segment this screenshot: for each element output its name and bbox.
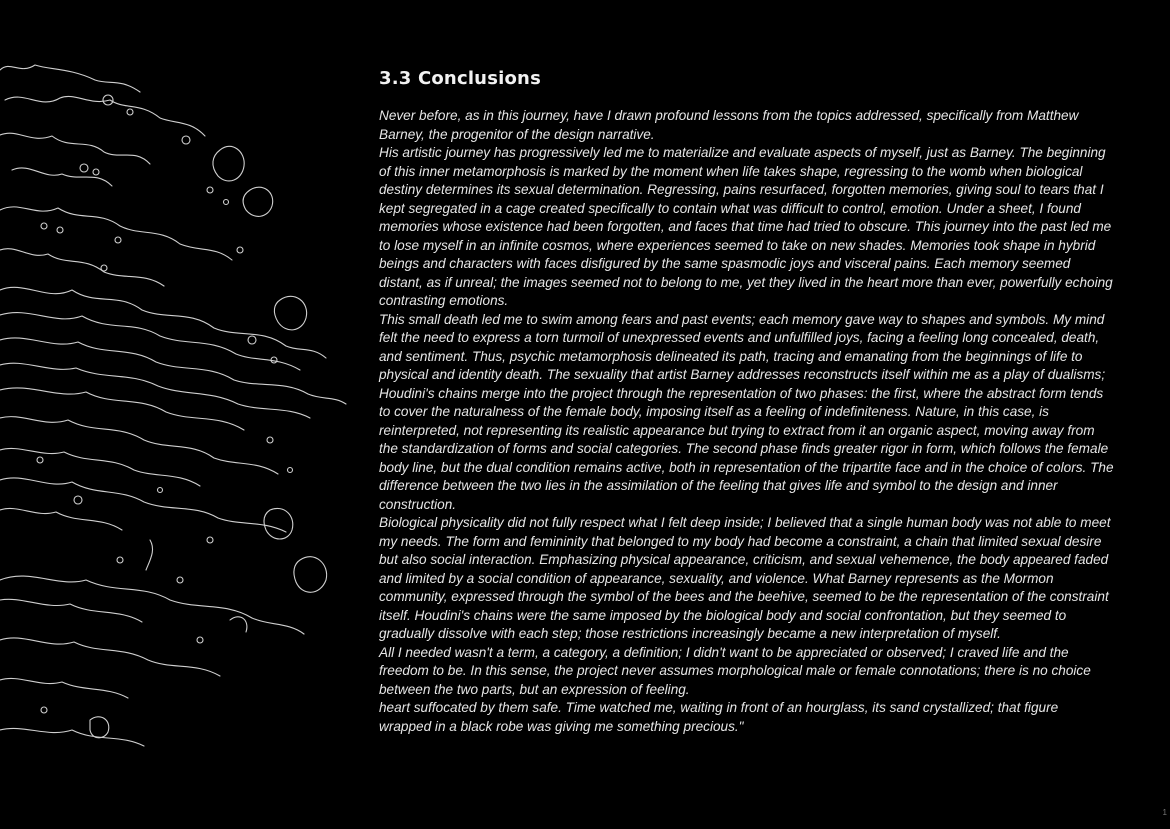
section-title: 3.3 Conclusions [379, 68, 541, 89]
paragraph: Never before, as in this journey, have I drawn profound lessons from the topics addressed, specifically from Matthew Barney, the progenitor of the design narrative. [379, 108, 1079, 142]
page-number: 1 [1162, 808, 1167, 817]
paragraph: This small death led me to swim among fears and past events; each memory gave way to shapes and symbols. My mind felt the need to express a torn turmoil of unexpressed events and unfulfilled joys, facing a feeling long concealed, death, and sentiment. Thus, psychic metamorphosis delineated its path, tracing and emanating from the beginnings of life to physical and identity death. The sexuality that artist Barney addresses reconstructs itself within me as a play of dualisms; Houdini's chains merge into the project through the representation of two phases: the first, where the abstract form tends to cover the naturalness of the female body, imposing itself as a feeling of indefiniteness. Nature, in this case, is reinterpreted, not representing its realistic appearance but trying to extract from it an organic aspect, moving away from the standardization of forms and social categories. The second phase finds greater rigor in form, which follows the female body line, but the dual condition remains active, both in representation of the tripartite face and in the choice of colors. The difference between the two lies in the assimilation of the feeling that gives life and symbol to the design and inner construction. [379, 311, 1114, 512]
paragraph: heart suffocated by them safe. Time watched me, waiting in front of an hourglass, its sand crystallized; that figure wrapped in a black robe was giving me something precious." [379, 700, 1059, 734]
paragraph: His artistic journey has progressively led me to materialize and evaluate aspects of myself, just as Barney. The beginning of this inner metamorphosis is marked by the moment when life takes shape, regressing to the womb when biological destiny determines its sexual determination. Regressing, pains resurfaced, forgotten memories, giving soul to tears that I kept segregated in a cage created specifically to contain what was difficult to control, emotion. Under a sheet, I found memories whose existence had been forgotten, and faces that time had tried to obscure. This journey into the past led me to lose myself in an infinite cosmos, where experiences seemed to take on new shades. Memories took shape in hybrid beings and characters with faces disfigured by the same spasmodic joys and visceral pains. Each memory seemed distant, as if unreal; the images seemed not to belong to me, yet they lived in the heart more than ever, powerfully echoing contrasting emotions. [379, 145, 1113, 308]
line-art-illustration [0, 40, 360, 780]
body-text [379, 107, 1114, 736]
conclusions-section [379, 68, 1114, 736]
paragraph: All I needed wasn't a term, a category, a definition; I didn't want to be appreciated or observed; I craved life and the freedom to be. In this sense, the project never assumes morphological male or female connotations; there is no choice between the two parts, but an expression of feeling. [379, 644, 1091, 697]
paragraph: Biological physicality did not fully respect what I felt deep inside; I believed that a single human body was not able to meet my needs. The form and femininity that belonged to my body had become a constraint, a chain that limited sexual desire but also social interaction. Emphasizing physical appearance, criticism, and sexual vehemence, the body appeared faded and limited by a social condition of appearance, sexuality, and violence. What Barney represents as the Mormon community, expressed through the symbol of the bees and the beehive, seemed to be the representation of the constraint itself. Houdini's chains were the same imposed by the biological body and social confrontation, but they seemed to gradually dissolve with each step; those restrictions increasingly became a new interpretation of myself. [379, 515, 1111, 641]
